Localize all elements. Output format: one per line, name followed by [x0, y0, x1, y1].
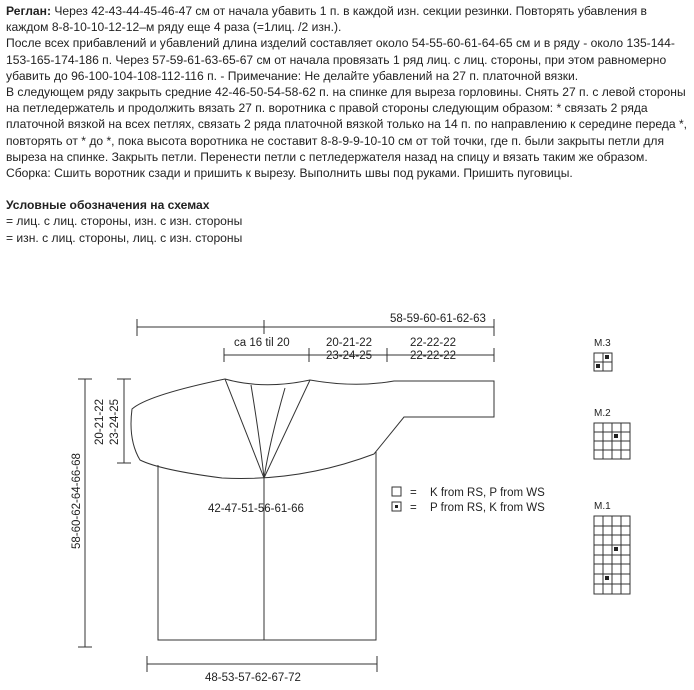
chart-m1	[594, 516, 630, 594]
chart-m1-label: M.1	[594, 501, 611, 512]
chart-m2	[594, 423, 630, 459]
chart-m2-dot	[614, 434, 618, 438]
body-length: 58-60-62-64-66-68	[71, 453, 83, 549]
bottom-dimension-lines	[147, 656, 377, 672]
chest-width: 42-47-51-56-61-66	[208, 503, 304, 515]
neck-label: ca 16 til 20	[234, 337, 290, 349]
raglan-label: Реглан:	[6, 4, 51, 18]
yoke-measure-left-1: 20-21-22	[326, 337, 373, 349]
legend-purl-sign: =	[410, 502, 417, 514]
bottom-width: 48-53-57-62-67-72	[205, 672, 301, 684]
knit-symbol-icon	[392, 487, 401, 496]
yoke-measure-right-2: 22-22-22	[410, 350, 457, 362]
legend-knit-sign: =	[410, 487, 417, 499]
chart-m1-dot-1	[614, 547, 618, 551]
legend-title: Условные обозначения на схемах	[6, 198, 210, 213]
chart-m3	[594, 353, 612, 371]
yoke-height-2: 23-24-25	[109, 398, 121, 445]
legend-purl: P from RS, K from WS	[430, 502, 545, 514]
chart-m1-dot-2	[605, 576, 609, 580]
paragraph-2: После всех прибавлений и убавлений длина изделий составляет около 54-55-60-61-64-65 см и в ряду - около 135-144-153-165-174-186 п. Через 57-59-61-63-65-67 см от начала провязать 1 ряд лиц. с лиц. стороны, при этом равномерно убавить до 96-100-104-108-112-116 п. - Примечание: Не делайте убавлений на 27 п. платочной вязки.	[6, 36, 675, 83]
purl-dot-icon	[395, 505, 398, 508]
sleeve-measure: 58-59-60-61-62-63	[390, 313, 486, 325]
chart-m3-label: M.3	[594, 338, 611, 349]
legend-knit: K from RS, P from WS	[430, 487, 545, 499]
raglan-text: Через 42-43-44-45-46-47 см от начала убавить 1 п. в каждой изн. секции резинки. Повторять убавления в каждом 8-8-10-10-12-12–м ряду еще 4 раза (=1лиц. /2 изн.).	[6, 4, 647, 35]
legend-item-2: = изн. с лиц. стороны, лиц. с изн. стороны	[6, 230, 243, 245]
chart-m2-label: M.2	[594, 408, 611, 419]
paragraph-3: В следующем ряду закрыть средние 42-46-50-54-58-62 п. на спинке для выреза горловины. Снять 27 п. с левой стороны на петледержатель и продолжить вязать 27 п. воротника с правой стороны следующим образом: * связать 2 ряда платочной вязкой на всех петлях, связать 2 ряда платочной вязкой только на 14 п. по направлению к середине переда *, повторять от * до *, пока высота воротника не составит 8-8-9-9-10-10 см от той точки, где п. были закрыты петли для выреза на спинке. Закрыть петли. Перенести петли с петледержателя назад на спицу и вязать таким же образом.	[6, 85, 688, 164]
yoke-height-1: 20-21-22	[94, 398, 106, 445]
yoke-measure-right-1: 22-22-22	[410, 337, 457, 349]
legend-item-1: = лиц. с лиц. стороны, изн. с изн. стороны	[6, 214, 243, 229]
yoke-measure-left-2: 23-24-25	[326, 350, 373, 362]
paragraph-assembly: Сборка: Сшить воротник сзади и пришить к вырезу. Выполнить швы под руками. Пришить пуговицы.	[6, 166, 573, 181]
